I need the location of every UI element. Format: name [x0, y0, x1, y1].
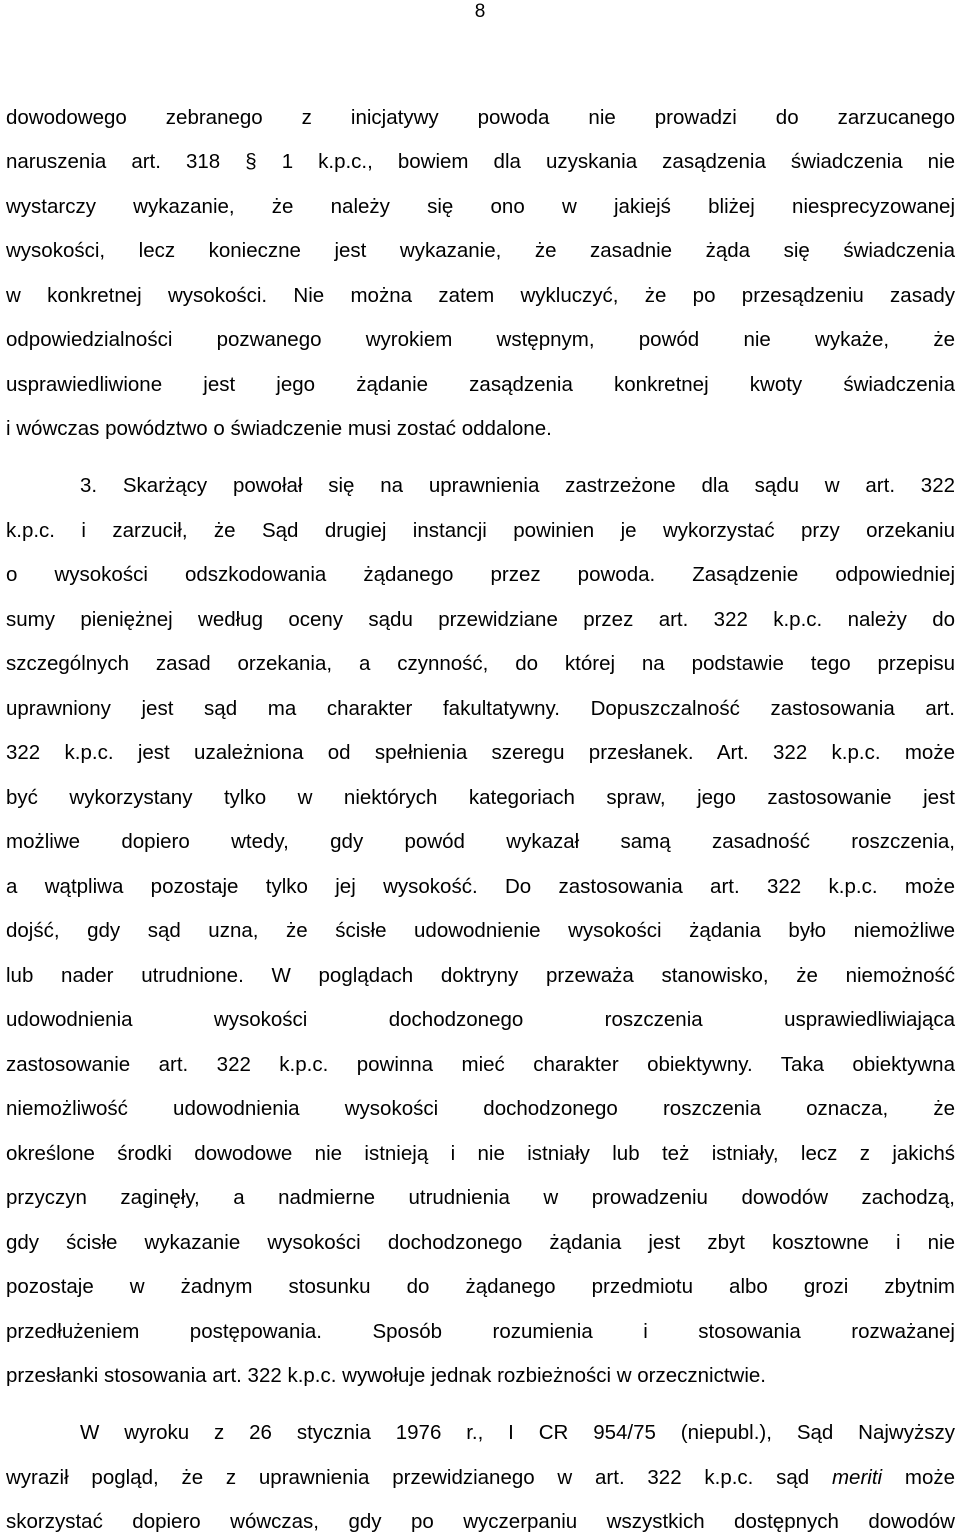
text-line: gdy ścisłe wykazanie wysokości dochodzonego żądania jest zbyt kosztowne i nie	[6, 1231, 955, 1254]
text-line: w konkretnej wysokości. Nie można zatem wykluczyć, że po przesądzeniu zasady	[6, 284, 955, 307]
text-line: k.p.c. i zarzucił, że Sąd drugiej instancji powinien je wykorzystać przy orzekaniu	[6, 519, 955, 542]
text-line: udowodnienia wysokości dochodzonego roszczenia usprawiedliwiająca	[6, 1008, 955, 1031]
text-line: określone środki dowodowe nie istnieją i nie istniały lub też istniały, lecz z jakichś	[6, 1142, 955, 1165]
text-line: być wykorzystany tylko w niektórych kategoriach spraw, jego zastosowanie jest	[6, 786, 955, 809]
text-line: i wówczas powództwo o świadczenie musi zostać oddalone.	[6, 417, 552, 440]
text-line: a wątpliwa pozostaje tylko jej wysokość. Do zastosowania art. 322 k.p.c. może	[6, 875, 955, 898]
text-line: odpowiedzialności pozwanego wyrokiem wstępnym, powód nie wykaże, że	[6, 328, 955, 351]
text-line: dowodowego zebranego z inicjatywy powoda nie prowadzi do zarzucanego	[6, 106, 955, 129]
text-line: zastosowanie art. 322 k.p.c. powinna mieć charakter obiektywny. Taka obiektywna	[6, 1053, 955, 1076]
text-line: przyczyn zaginęły, a nadmierne utrudnienia w prowadzeniu dowodów zachodzą,	[6, 1186, 955, 1209]
text-line: skorzystać dopiero wówczas, gdy po wyczerpaniu wszystkich dostępnych dowodów	[6, 1510, 955, 1533]
text-line: uprawniony jest sąd ma charakter fakultatywny. Dopuszczalność zastosowania art.	[6, 697, 955, 720]
text-line: wysokości, lecz konieczne jest wykazanie, że zasadnie żąda się świadczenia	[6, 239, 955, 262]
text-line: naruszenia art. 318 § 1 k.p.c., bowiem dla uzyskania zasądzenia świadczenia nie	[6, 150, 955, 173]
text-line: szczególnych zasad orzekania, a czynność, do której na podstawie tego przepisu	[6, 652, 955, 675]
text-line: 322 k.p.c. jest uzależniona od spełnienia szeregu przesłanek. Art. 322 k.p.c. może	[6, 741, 955, 764]
text-line: dojść, gdy sąd uzna, że ścisłe udowodnienie wysokości żądania było niemożliwe	[6, 919, 955, 942]
text-segment: wyraził pogląd, że z uprawnienia przewidzianego w art. 322 k.p.c. sąd	[6, 1466, 832, 1489]
text-segment: może	[882, 1466, 955, 1489]
text-line: możliwe dopiero wtedy, gdy powód wykazał samą zasadność roszczenia,	[6, 830, 955, 853]
text-line: lub nader utrudnione. W poglądach doktryny przeważa stanowisko, że niemożność	[6, 964, 955, 987]
text-line-with-italic	[6, 1464, 955, 1492]
text-line: sumy pieniężnej według oceny sądu przewidziane przez art. 322 k.p.c. należy do	[6, 608, 955, 631]
italic-term: meriti	[831, 1466, 883, 1489]
text-line: niemożliwość udowodnienia wysokości dochodzonego roszczenia oznacza, że	[6, 1097, 955, 1120]
text-line: 3. Skarżący powołał się na uprawnienia zastrzeżone dla sądu w art. 322	[80, 474, 955, 497]
page-number: 8	[474, 1, 486, 22]
text-line: pozostaje w żadnym stosunku do żądanego przedmiotu albo grozi zbytnim	[6, 1275, 955, 1298]
text-line: przesłanki stosowania art. 322 k.p.c. wywołuje jednak rozbieżności w orzecznictwie.	[6, 1364, 766, 1387]
text-line: wystarczy wykazanie, że należy się ono w jakiejś bliżej niesprecyzowanej	[6, 195, 955, 218]
text-line: o wysokości odszkodowania żądanego przez powoda. Zasądzenie odpowiedniej	[6, 563, 955, 586]
text-line: przedłużeniem postępowania. Sposób rozumienia i stosowania rozważanej	[6, 1320, 955, 1343]
text-line: W wyroku z 26 stycznia 1976 r., I CR 954/75 (niepubl.), Sąd Najwyższy	[80, 1421, 955, 1444]
text-line: usprawiedliwione jest jego żądanie zasądzenia konkretnej kwoty świadczenia	[6, 373, 955, 396]
